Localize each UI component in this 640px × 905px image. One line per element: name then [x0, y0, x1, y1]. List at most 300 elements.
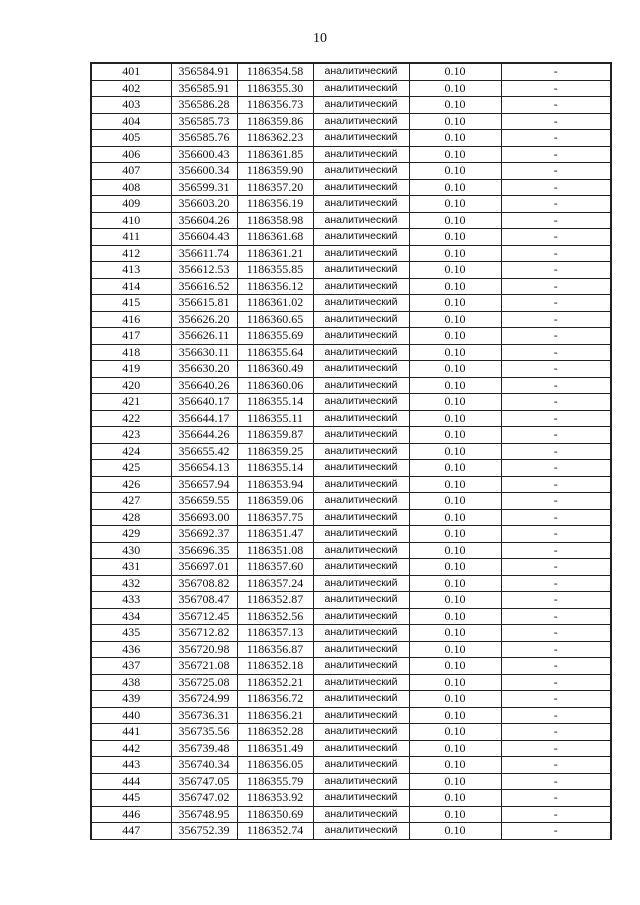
note-cell: - — [501, 608, 611, 625]
method-cell: аналитический — [313, 278, 409, 295]
table-row — [91, 559, 611, 576]
point-number-cell: 403 — [91, 97, 171, 114]
note-cell: - — [501, 707, 611, 724]
point-number-cell: 445 — [91, 790, 171, 807]
method-cell: аналитический — [313, 641, 409, 658]
x-coordinate-cell: 356615.81 — [171, 295, 237, 312]
note-cell: - — [501, 691, 611, 708]
point-number-cell: 407 — [91, 163, 171, 180]
y-coordinate-cell: 1186356.05 — [237, 757, 313, 774]
point-number-cell: 419 — [91, 361, 171, 378]
accuracy-cell: 0.10 — [409, 625, 501, 642]
y-coordinate-cell: 1186355.11 — [237, 410, 313, 427]
method-cell: аналитический — [313, 559, 409, 576]
y-coordinate-cell: 1186357.75 — [237, 509, 313, 526]
point-number-cell: 416 — [91, 311, 171, 328]
x-coordinate-cell: 356644.26 — [171, 427, 237, 444]
coordinates-table-body — [91, 63, 611, 839]
table-row — [91, 575, 611, 592]
table-row — [91, 427, 611, 444]
method-cell: аналитический — [313, 80, 409, 97]
accuracy-cell: 0.10 — [409, 311, 501, 328]
note-cell: - — [501, 526, 611, 543]
table-row — [91, 740, 611, 757]
method-cell: аналитический — [313, 625, 409, 642]
y-coordinate-cell: 1186353.94 — [237, 476, 313, 493]
x-coordinate-cell: 356724.99 — [171, 691, 237, 708]
x-coordinate-cell: 356585.76 — [171, 130, 237, 147]
point-number-cell: 404 — [91, 113, 171, 130]
point-number-cell: 441 — [91, 724, 171, 741]
point-number-cell: 430 — [91, 542, 171, 559]
x-coordinate-cell: 356735.56 — [171, 724, 237, 741]
method-cell: аналитический — [313, 262, 409, 279]
method-cell: аналитический — [313, 460, 409, 477]
x-coordinate-cell: 356600.34 — [171, 163, 237, 180]
note-cell: - — [501, 625, 611, 642]
note-cell: - — [501, 295, 611, 312]
note-cell: - — [501, 311, 611, 328]
table-row — [91, 212, 611, 229]
point-number-cell: 433 — [91, 592, 171, 609]
y-coordinate-cell: 1186353.92 — [237, 790, 313, 807]
method-cell: аналитический — [313, 410, 409, 427]
y-coordinate-cell: 1186357.20 — [237, 179, 313, 196]
accuracy-cell: 0.10 — [409, 773, 501, 790]
note-cell: - — [501, 97, 611, 114]
method-cell: аналитический — [313, 443, 409, 460]
note-cell: - — [501, 674, 611, 691]
x-coordinate-cell: 356626.20 — [171, 311, 237, 328]
method-cell: аналитический — [313, 526, 409, 543]
table-row — [91, 823, 611, 840]
y-coordinate-cell: 1186355.64 — [237, 344, 313, 361]
note-cell: - — [501, 80, 611, 97]
x-coordinate-cell: 356640.26 — [171, 377, 237, 394]
note-cell: - — [501, 476, 611, 493]
point-number-cell: 422 — [91, 410, 171, 427]
accuracy-cell: 0.10 — [409, 493, 501, 510]
table-row — [91, 410, 611, 427]
note-cell: - — [501, 328, 611, 345]
y-coordinate-cell: 1186356.12 — [237, 278, 313, 295]
method-cell: аналитический — [313, 575, 409, 592]
x-coordinate-cell: 356708.47 — [171, 592, 237, 609]
accuracy-cell: 0.10 — [409, 361, 501, 378]
point-number-cell: 446 — [91, 806, 171, 823]
y-coordinate-cell: 1186359.06 — [237, 493, 313, 510]
method-cell: аналитический — [313, 212, 409, 229]
note-cell: - — [501, 146, 611, 163]
table-row — [91, 328, 611, 345]
note-cell: - — [501, 641, 611, 658]
accuracy-cell: 0.10 — [409, 443, 501, 460]
method-cell: аналитический — [313, 427, 409, 444]
point-number-cell: 447 — [91, 823, 171, 840]
point-number-cell: 440 — [91, 707, 171, 724]
note-cell: - — [501, 773, 611, 790]
y-coordinate-cell: 1186361.85 — [237, 146, 313, 163]
y-coordinate-cell: 1186362.23 — [237, 130, 313, 147]
table-row — [91, 806, 611, 823]
table-row — [91, 262, 611, 279]
y-coordinate-cell: 1186351.49 — [237, 740, 313, 757]
table-row — [91, 460, 611, 477]
y-coordinate-cell: 1186352.18 — [237, 658, 313, 675]
point-number-cell: 420 — [91, 377, 171, 394]
table-row — [91, 592, 611, 609]
table-row — [91, 130, 611, 147]
method-cell: аналитический — [313, 509, 409, 526]
accuracy-cell: 0.10 — [409, 526, 501, 543]
accuracy-cell: 0.10 — [409, 542, 501, 559]
y-coordinate-cell: 1186355.79 — [237, 773, 313, 790]
note-cell: - — [501, 658, 611, 675]
x-coordinate-cell: 356604.43 — [171, 229, 237, 246]
accuracy-cell: 0.10 — [409, 113, 501, 130]
method-cell: аналитический — [313, 394, 409, 411]
point-number-cell: 423 — [91, 427, 171, 444]
accuracy-cell: 0.10 — [409, 592, 501, 609]
method-cell: аналитический — [313, 196, 409, 213]
x-coordinate-cell: 356604.26 — [171, 212, 237, 229]
note-cell: - — [501, 740, 611, 757]
table-row — [91, 229, 611, 246]
point-number-cell: 443 — [91, 757, 171, 774]
note-cell: - — [501, 592, 611, 609]
accuracy-cell: 0.10 — [409, 658, 501, 675]
table-row — [91, 691, 611, 708]
accuracy-cell: 0.10 — [409, 163, 501, 180]
point-number-cell: 436 — [91, 641, 171, 658]
accuracy-cell: 0.10 — [409, 344, 501, 361]
table-row — [91, 344, 611, 361]
x-coordinate-cell: 356599.31 — [171, 179, 237, 196]
method-cell: аналитический — [313, 163, 409, 180]
table-row — [91, 361, 611, 378]
accuracy-cell: 0.10 — [409, 559, 501, 576]
method-cell: аналитический — [313, 344, 409, 361]
table-row — [91, 658, 611, 675]
coordinates-table — [90, 62, 612, 840]
method-cell: аналитический — [313, 707, 409, 724]
accuracy-cell: 0.10 — [409, 394, 501, 411]
x-coordinate-cell: 356692.37 — [171, 526, 237, 543]
y-coordinate-cell: 1186355.85 — [237, 262, 313, 279]
y-coordinate-cell: 1186351.47 — [237, 526, 313, 543]
note-cell: - — [501, 806, 611, 823]
table-row — [91, 773, 611, 790]
table-row — [91, 790, 611, 807]
note-cell: - — [501, 163, 611, 180]
method-cell: аналитический — [313, 229, 409, 246]
table-row — [91, 377, 611, 394]
accuracy-cell: 0.10 — [409, 229, 501, 246]
point-number-cell: 444 — [91, 773, 171, 790]
table-row — [91, 179, 611, 196]
point-number-cell: 432 — [91, 575, 171, 592]
table-row — [91, 245, 611, 262]
note-cell: - — [501, 377, 611, 394]
x-coordinate-cell: 356725.08 — [171, 674, 237, 691]
point-number-cell: 425 — [91, 460, 171, 477]
accuracy-cell: 0.10 — [409, 641, 501, 658]
x-coordinate-cell: 356740.34 — [171, 757, 237, 774]
point-number-cell: 439 — [91, 691, 171, 708]
x-coordinate-cell: 356654.13 — [171, 460, 237, 477]
accuracy-cell: 0.10 — [409, 740, 501, 757]
accuracy-cell: 0.10 — [409, 179, 501, 196]
x-coordinate-cell: 356626.11 — [171, 328, 237, 345]
table-row — [91, 443, 611, 460]
method-cell: аналитический — [313, 773, 409, 790]
x-coordinate-cell: 356657.94 — [171, 476, 237, 493]
x-coordinate-cell: 356640.17 — [171, 394, 237, 411]
table-row — [91, 394, 611, 411]
note-cell: - — [501, 344, 611, 361]
accuracy-cell: 0.10 — [409, 476, 501, 493]
accuracy-cell: 0.10 — [409, 790, 501, 807]
accuracy-cell: 0.10 — [409, 377, 501, 394]
x-coordinate-cell: 356659.55 — [171, 493, 237, 510]
y-coordinate-cell: 1186359.87 — [237, 427, 313, 444]
note-cell: - — [501, 443, 611, 460]
method-cell: аналитический — [313, 493, 409, 510]
y-coordinate-cell: 1186350.69 — [237, 806, 313, 823]
note-cell: - — [501, 245, 611, 262]
y-coordinate-cell: 1186357.24 — [237, 575, 313, 592]
accuracy-cell: 0.10 — [409, 245, 501, 262]
y-coordinate-cell: 1186352.21 — [237, 674, 313, 691]
table-row — [91, 625, 611, 642]
x-coordinate-cell: 356739.48 — [171, 740, 237, 757]
method-cell: аналитический — [313, 130, 409, 147]
table-row — [91, 63, 611, 80]
point-number-cell: 409 — [91, 196, 171, 213]
accuracy-cell: 0.10 — [409, 823, 501, 840]
method-cell: аналитический — [313, 476, 409, 493]
y-coordinate-cell: 1186354.58 — [237, 63, 313, 80]
note-cell: - — [501, 361, 611, 378]
accuracy-cell: 0.10 — [409, 146, 501, 163]
accuracy-cell: 0.10 — [409, 80, 501, 97]
method-cell: аналитический — [313, 97, 409, 114]
y-coordinate-cell: 1186352.28 — [237, 724, 313, 741]
table-row — [91, 196, 611, 213]
y-coordinate-cell: 1186359.90 — [237, 163, 313, 180]
table-row — [91, 476, 611, 493]
x-coordinate-cell: 356655.42 — [171, 443, 237, 460]
method-cell: аналитический — [313, 740, 409, 757]
y-coordinate-cell: 1186356.21 — [237, 707, 313, 724]
point-number-cell: 410 — [91, 212, 171, 229]
accuracy-cell: 0.10 — [409, 212, 501, 229]
x-coordinate-cell: 356616.52 — [171, 278, 237, 295]
y-coordinate-cell: 1186361.68 — [237, 229, 313, 246]
y-coordinate-cell: 1186352.56 — [237, 608, 313, 625]
table-row — [91, 757, 611, 774]
note-cell: - — [501, 575, 611, 592]
note-cell: - — [501, 278, 611, 295]
x-coordinate-cell: 356712.45 — [171, 608, 237, 625]
note-cell: - — [501, 790, 611, 807]
note-cell: - — [501, 63, 611, 80]
point-number-cell: 427 — [91, 493, 171, 510]
method-cell: аналитический — [313, 806, 409, 823]
point-number-cell: 442 — [91, 740, 171, 757]
y-coordinate-cell: 1186360.49 — [237, 361, 313, 378]
x-coordinate-cell: 356644.17 — [171, 410, 237, 427]
accuracy-cell: 0.10 — [409, 707, 501, 724]
note-cell: - — [501, 542, 611, 559]
point-number-cell: 405 — [91, 130, 171, 147]
x-coordinate-cell: 356584.91 — [171, 63, 237, 80]
x-coordinate-cell: 356693.00 — [171, 509, 237, 526]
accuracy-cell: 0.10 — [409, 97, 501, 114]
point-number-cell: 429 — [91, 526, 171, 543]
x-coordinate-cell: 356603.20 — [171, 196, 237, 213]
accuracy-cell: 0.10 — [409, 295, 501, 312]
x-coordinate-cell: 356748.95 — [171, 806, 237, 823]
method-cell: аналитический — [313, 63, 409, 80]
accuracy-cell: 0.10 — [409, 196, 501, 213]
accuracy-cell: 0.10 — [409, 278, 501, 295]
x-coordinate-cell: 356747.05 — [171, 773, 237, 790]
accuracy-cell: 0.10 — [409, 724, 501, 741]
y-coordinate-cell: 1186352.74 — [237, 823, 313, 840]
note-cell: - — [501, 724, 611, 741]
note-cell: - — [501, 394, 611, 411]
accuracy-cell: 0.10 — [409, 130, 501, 147]
note-cell: - — [501, 410, 611, 427]
x-coordinate-cell: 356630.11 — [171, 344, 237, 361]
method-cell: аналитический — [313, 542, 409, 559]
note-cell: - — [501, 460, 611, 477]
accuracy-cell: 0.10 — [409, 674, 501, 691]
x-coordinate-cell: 356585.91 — [171, 80, 237, 97]
method-cell: аналитический — [313, 113, 409, 130]
x-coordinate-cell: 356696.35 — [171, 542, 237, 559]
accuracy-cell: 0.10 — [409, 460, 501, 477]
x-coordinate-cell: 356708.82 — [171, 575, 237, 592]
method-cell: аналитический — [313, 691, 409, 708]
note-cell: - — [501, 113, 611, 130]
note-cell: - — [501, 196, 611, 213]
method-cell: аналитический — [313, 377, 409, 394]
method-cell: аналитический — [313, 295, 409, 312]
method-cell: аналитический — [313, 724, 409, 741]
point-number-cell: 413 — [91, 262, 171, 279]
note-cell: - — [501, 229, 611, 246]
method-cell: аналитический — [313, 757, 409, 774]
note-cell: - — [501, 559, 611, 576]
y-coordinate-cell: 1186355.14 — [237, 394, 313, 411]
table-row — [91, 542, 611, 559]
point-number-cell: 411 — [91, 229, 171, 246]
x-coordinate-cell: 356747.02 — [171, 790, 237, 807]
x-coordinate-cell: 356585.73 — [171, 113, 237, 130]
y-coordinate-cell: 1186358.98 — [237, 212, 313, 229]
point-number-cell: 435 — [91, 625, 171, 642]
accuracy-cell: 0.10 — [409, 328, 501, 345]
point-number-cell: 401 — [91, 63, 171, 80]
point-number-cell: 417 — [91, 328, 171, 345]
y-coordinate-cell: 1186356.73 — [237, 97, 313, 114]
table-row — [91, 509, 611, 526]
x-coordinate-cell: 356752.39 — [171, 823, 237, 840]
point-number-cell: 406 — [91, 146, 171, 163]
y-coordinate-cell: 1186360.65 — [237, 311, 313, 328]
y-coordinate-cell: 1186360.06 — [237, 377, 313, 394]
point-number-cell: 424 — [91, 443, 171, 460]
point-number-cell: 412 — [91, 245, 171, 262]
note-cell: - — [501, 179, 611, 196]
method-cell: аналитический — [313, 674, 409, 691]
x-coordinate-cell: 356712.82 — [171, 625, 237, 642]
point-number-cell: 438 — [91, 674, 171, 691]
note-cell: - — [501, 427, 611, 444]
table-row — [91, 80, 611, 97]
accuracy-cell: 0.10 — [409, 63, 501, 80]
table-row — [91, 278, 611, 295]
note-cell: - — [501, 493, 611, 510]
point-number-cell: 428 — [91, 509, 171, 526]
y-coordinate-cell: 1186355.69 — [237, 328, 313, 345]
point-number-cell: 415 — [91, 295, 171, 312]
y-coordinate-cell: 1186359.86 — [237, 113, 313, 130]
method-cell: аналитический — [313, 608, 409, 625]
table-row — [91, 97, 611, 114]
method-cell: аналитический — [313, 311, 409, 328]
accuracy-cell: 0.10 — [409, 806, 501, 823]
x-coordinate-cell: 356600.43 — [171, 146, 237, 163]
y-coordinate-cell: 1186361.02 — [237, 295, 313, 312]
method-cell: аналитический — [313, 245, 409, 262]
point-number-cell: 426 — [91, 476, 171, 493]
table-row — [91, 146, 611, 163]
accuracy-cell: 0.10 — [409, 757, 501, 774]
y-coordinate-cell: 1186359.25 — [237, 443, 313, 460]
y-coordinate-cell: 1186355.30 — [237, 80, 313, 97]
point-number-cell: 418 — [91, 344, 171, 361]
accuracy-cell: 0.10 — [409, 608, 501, 625]
point-number-cell: 414 — [91, 278, 171, 295]
y-coordinate-cell: 1186356.72 — [237, 691, 313, 708]
y-coordinate-cell: 1186355.14 — [237, 460, 313, 477]
accuracy-cell: 0.10 — [409, 691, 501, 708]
method-cell: аналитический — [313, 592, 409, 609]
x-coordinate-cell: 356611.74 — [171, 245, 237, 262]
y-coordinate-cell: 1186356.87 — [237, 641, 313, 658]
table-row — [91, 113, 611, 130]
y-coordinate-cell: 1186357.13 — [237, 625, 313, 642]
table-row — [91, 163, 611, 180]
point-number-cell: 402 — [91, 80, 171, 97]
table-row — [91, 674, 611, 691]
point-number-cell: 437 — [91, 658, 171, 675]
accuracy-cell: 0.10 — [409, 410, 501, 427]
note-cell: - — [501, 823, 611, 840]
y-coordinate-cell: 1186357.60 — [237, 559, 313, 576]
x-coordinate-cell: 356721.08 — [171, 658, 237, 675]
x-coordinate-cell: 356720.98 — [171, 641, 237, 658]
point-number-cell: 408 — [91, 179, 171, 196]
accuracy-cell: 0.10 — [409, 427, 501, 444]
note-cell: - — [501, 757, 611, 774]
method-cell: аналитический — [313, 146, 409, 163]
method-cell: аналитический — [313, 790, 409, 807]
point-number-cell: 421 — [91, 394, 171, 411]
